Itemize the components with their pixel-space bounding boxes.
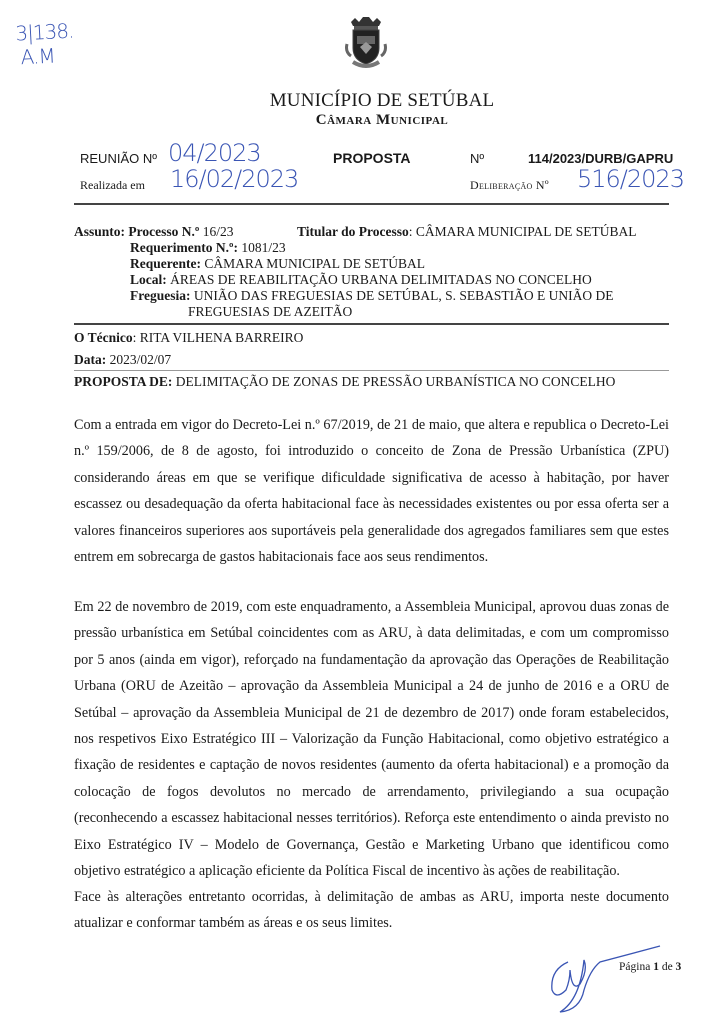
subject-local — [130, 272, 592, 288]
tecnico-label: O Técnico — [74, 330, 133, 345]
local-label: Local: — [130, 272, 167, 287]
handwritten-margin-note — [15, 19, 75, 70]
subject-requerente — [130, 256, 425, 272]
proposta-number: 114/2023/DURB/GAPRU — [528, 151, 674, 166]
deliberacao-label: Deliberação Nº — [470, 178, 549, 192]
data-value: 2023/02/07 — [106, 352, 172, 367]
subject-titular — [297, 224, 637, 240]
processo-value: 16/23 — [199, 224, 234, 239]
divider — [74, 203, 669, 205]
titular-value: : CÂMARA MUNICIPAL DE SETÚBAL — [408, 224, 637, 239]
titular-label: Titular do Processo — [297, 224, 409, 239]
paragraph-text: Face às alterações entretanto ocorridas, à delimitação de ambas as ARU, importa neste documento atualizar e conformar também as áreas e os seus limites. — [74, 889, 669, 932]
page-total: 3 — [675, 961, 682, 973]
page-label: Página — [619, 961, 654, 973]
processo-label: Processo N.º — [128, 224, 200, 239]
proposta-de-label: PROPOSTA DE: — [74, 374, 173, 389]
page-number — [619, 961, 681, 973]
divider — [74, 370, 669, 371]
requerente-label: Requerente: — [130, 256, 201, 271]
subject-freguesia — [130, 288, 614, 304]
deliberacao-number: 516/2023 — [577, 165, 684, 193]
subject-processo — [74, 224, 233, 240]
freguesia-label: Freguesia: — [130, 288, 191, 303]
data-label: Data: — [74, 352, 107, 367]
page-current: 1 — [653, 961, 659, 973]
coat-of-arms-icon — [343, 14, 389, 70]
paragraph-text: Com a entrada em vigor do Decreto-Lei n.º 67/2019, de 21 de maio, que altera e republica o Decreto-Lei n.º 159/2006, de 8 de agosto, foi introduzido o conceito de Zona de Pressão Urbanística (ZPU) considerando áreas em que se verifique dificuldade significativa de acesso à habitação, por haver escassez ou desadequação da oferta habitacional face às necessidades existentes ou por essa oferta ser a valores financeiros superiores aos suportáveis pela generalidade dos agregados familiares sem que estes entrem em sobrecarga de gastos habitacionais face aos seus rendimentos. — [74, 417, 669, 566]
realizada-date: 16/02/2023 — [170, 165, 299, 193]
organization-subtitle: Câmara Municipal — [315, 112, 449, 128]
body-paragraph-2 — [74, 594, 669, 884]
requerimento-value: 1081/23 — [237, 240, 286, 255]
organization-name: MUNICÍPIO DE SETÚBAL — [269, 90, 495, 111]
proposta-label: PROPOSTA — [333, 150, 411, 166]
data-line — [74, 352, 171, 368]
page-of: de — [658, 961, 676, 973]
freguesia-value-line2: FREGUESIAS DE AZEITÃO — [188, 304, 353, 319]
reuniao-number: 04/2023 — [168, 139, 261, 167]
subject-requerimento — [130, 240, 286, 256]
requerimento-label: Requerimento N.º: — [130, 240, 238, 255]
reuniao-label: REUNIÃO Nº — [80, 151, 157, 166]
margin-note-line1: 3|138. — [14, 18, 74, 46]
paragraph-text: Em 22 de novembro de 2019, com este enquadramento, a Assembleia Municipal, aprovou duas zonas de pressão urbanística em Setúbal coincidentes com as ARU, à data delimitadas, e com um compromisso por 5 anos (ainda em vigor), reforçado na fundamentação da aprovação das Operações de Reabilitação Urbana (ORU de Azeitão – aprovação da Assembleia Municipal a 24 de junho de 2016 e a ORU de Setúbal – aprovação da Assembleia Municipal de 21 de dezembro de 2017) onde foram estabelecidos, nos respetivos Eixo Estratégico III – Valorização da Função Habitacional, como objetivo estratégico a fixação de residentes e captação de novos residentes (aumento da oferta habitacional) e a promoção da colocação de fogos devolutos no mercado de arrendamento, privilegiando a sua ocupação (reconhecendo a escassez habitacional nesses territórios). Reforça este entendimento o ainda previsto no Eixo Estratégico IV – Modelo de Governança, Gestão e Marketing Urbano que identificou como objetivo estratégico a aplicação eficiente da Política Fiscal de incentivo às ações de reabilitação. — [74, 599, 669, 880]
assunto-label: Assunto: — [74, 224, 126, 239]
local-value: ÁREAS DE REABILITAÇÃO URBANA DELIMITADAS NO CONCELHO — [166, 272, 592, 287]
freguesia-value-line1: UNIÃO DAS FREGUESIAS DE SETÚBAL, S. SEBASTIÃO E UNIÃO DE — [190, 288, 614, 303]
signature-scribble-icon — [540, 940, 670, 1020]
proposta-de-value: DELIMITAÇÃO DE ZONAS DE PRESSÃO URBANÍSTICA NO CONCELHO — [172, 374, 616, 389]
body-paragraph-1 — [74, 412, 669, 570]
proposta-number-label: Nº — [470, 151, 485, 166]
tecnico-line — [74, 330, 303, 346]
realizada-label: Realizada em — [80, 178, 145, 192]
body-paragraph-3 — [74, 884, 669, 937]
tecnico-value: : RITA VILHENA BARREIRO — [132, 330, 304, 345]
margin-note-line2: A.M — [20, 43, 56, 70]
requerente-value: CÂMARA MUNICIPAL DE SETÚBAL — [200, 256, 426, 271]
divider — [74, 323, 669, 325]
proposta-de-line — [74, 374, 615, 390]
